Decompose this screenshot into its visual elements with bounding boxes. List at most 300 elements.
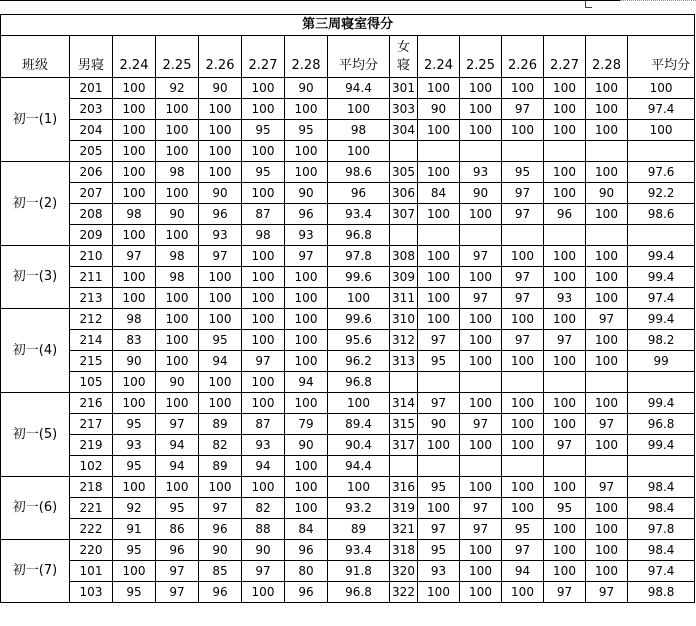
boy-score-cell: 100 — [156, 120, 199, 141]
boy-score-cell: 100 — [113, 162, 156, 183]
boy-score-cell: 89 — [199, 456, 242, 477]
boy-score-cell: 100 — [156, 351, 199, 372]
boy-score-cell: 94 — [199, 351, 242, 372]
class-name-cell: 初一(6) — [1, 477, 70, 540]
girl-score-cell: 100 — [418, 582, 460, 603]
girl-score-cell: 100 — [586, 435, 628, 456]
boy-score-cell: 96 — [199, 204, 242, 225]
boy-score-cell: 97 — [156, 414, 199, 435]
boy-dorm-cell: 210 — [70, 246, 113, 267]
girl-score-cell: 100 — [418, 204, 460, 225]
girl-score-cell: 95 — [544, 498, 586, 519]
boy-dorm-cell: 215 — [70, 351, 113, 372]
boy-avg-cell: 100 — [328, 477, 390, 498]
header-boy-dorm: 男寝 — [70, 36, 113, 78]
title-row — [1, 15, 695, 36]
girl-score-cell: 100 — [586, 120, 628, 141]
boy-score-cell: 91 — [113, 519, 156, 540]
table-row — [1, 498, 695, 519]
boy-score-cell: 79 — [285, 414, 328, 435]
boy-score-cell: 100 — [113, 288, 156, 309]
girl-score-cell — [544, 141, 586, 162]
boy-score-cell: 100 — [113, 78, 156, 99]
boy-score-cell: 96 — [285, 582, 328, 603]
boy-score-cell: 100 — [242, 309, 285, 330]
girl-score-cell: 100 — [418, 120, 460, 141]
girl-dorm-cell: 301 — [390, 78, 418, 99]
girl-avg-cell: 98.2 — [628, 330, 695, 351]
boy-score-cell: 100 — [242, 477, 285, 498]
girl-score-cell: 93 — [418, 561, 460, 582]
girl-score-cell: 96 — [544, 204, 586, 225]
boy-score-cell: 89 — [199, 414, 242, 435]
boy-avg-cell: 94.4 — [328, 456, 390, 477]
boy-score-cell: 100 — [113, 561, 156, 582]
girl-score-cell: 100 — [586, 246, 628, 267]
girl-dorm-cell: 320 — [390, 561, 418, 582]
girl-score-cell: 100 — [544, 99, 586, 120]
girl-avg-cell: 99.4 — [628, 246, 695, 267]
boy-score-cell: 100 — [242, 582, 285, 603]
boy-avg-cell: 96.2 — [328, 351, 390, 372]
girl-avg-cell: 97.4 — [628, 99, 695, 120]
boy-score-cell: 100 — [113, 120, 156, 141]
boy-score-cell: 96 — [199, 582, 242, 603]
girl-score-cell: 95 — [502, 162, 544, 183]
table-row — [1, 99, 695, 120]
girl-score-cell: 100 — [460, 78, 502, 99]
class-name-cell: 初一(3) — [1, 246, 70, 309]
girl-avg-cell: 98.6 — [628, 204, 695, 225]
boy-score-cell: 100 — [285, 330, 328, 351]
girl-dorm-cell — [390, 225, 418, 246]
girl-score-cell: 95 — [418, 540, 460, 561]
boy-score-cell: 98 — [113, 204, 156, 225]
boy-score-cell: 88 — [242, 519, 285, 540]
girl-score-cell: 100 — [544, 393, 586, 414]
girl-score-cell: 97 — [544, 330, 586, 351]
boy-dorm-cell: 211 — [70, 267, 113, 288]
header-date: 2.25 — [156, 36, 199, 78]
boy-score-cell: 93 — [199, 225, 242, 246]
girl-score-cell: 100 — [544, 519, 586, 540]
table-row — [1, 351, 695, 372]
boy-avg-cell: 100 — [328, 393, 390, 414]
table-row — [1, 246, 695, 267]
boy-avg-cell: 99.6 — [328, 309, 390, 330]
boy-score-cell: 90 — [199, 540, 242, 561]
girl-score-cell: 100 — [502, 309, 544, 330]
girl-score-cell: 97 — [460, 246, 502, 267]
boy-score-cell: 97 — [242, 561, 285, 582]
girl-avg-cell: 97.6 — [628, 162, 695, 183]
girl-score-cell: 100 — [586, 330, 628, 351]
girl-score-cell: 97 — [544, 582, 586, 603]
boy-dorm-cell: 214 — [70, 330, 113, 351]
girl-dorm-cell: 318 — [390, 540, 418, 561]
girl-score-cell: 100 — [586, 288, 628, 309]
boy-score-cell: 100 — [199, 162, 242, 183]
girl-score-cell — [586, 456, 628, 477]
table-row — [1, 540, 695, 561]
table-row — [1, 78, 695, 99]
girl-score-cell: 100 — [586, 99, 628, 120]
boy-score-cell: 100 — [285, 288, 328, 309]
boy-score-cell: 100 — [113, 267, 156, 288]
boy-score-cell: 100 — [199, 393, 242, 414]
boy-dorm-cell: 203 — [70, 99, 113, 120]
header-girl-dorm-1: 女 — [396, 39, 410, 55]
girl-dorm-cell: 322 — [390, 582, 418, 603]
girl-score-cell: 100 — [460, 561, 502, 582]
boy-score-cell: 90 — [242, 540, 285, 561]
girl-score-cell — [460, 456, 502, 477]
boy-avg-cell: 100 — [328, 288, 390, 309]
sheet-title: 第三周寝室得分 — [1, 15, 695, 36]
girl-avg-cell: 99.4 — [628, 309, 695, 330]
girl-avg-cell — [628, 141, 695, 162]
boy-dorm-cell: 201 — [70, 78, 113, 99]
girl-score-cell: 97 — [460, 288, 502, 309]
boy-score-cell: 100 — [242, 141, 285, 162]
class-name-cell: 初一(2) — [1, 162, 70, 246]
girl-score-cell: 97 — [418, 519, 460, 540]
girl-dorm-cell — [390, 141, 418, 162]
girl-avg-cell: 99.4 — [628, 267, 695, 288]
boy-score-cell: 95 — [156, 498, 199, 519]
boy-dorm-cell: 219 — [70, 435, 113, 456]
header-girl-dorm-2: 寝 — [396, 57, 410, 73]
girl-dorm-cell: 309 — [390, 267, 418, 288]
girl-avg-cell: 92.2 — [628, 183, 695, 204]
girl-score-cell: 97 — [586, 414, 628, 435]
girl-avg-cell: 97.8 — [628, 519, 695, 540]
boy-score-cell: 100 — [113, 225, 156, 246]
boy-avg-cell: 99.6 — [328, 267, 390, 288]
boy-score-cell: 80 — [285, 561, 328, 582]
boy-score-cell: 83 — [113, 330, 156, 351]
table-row — [1, 120, 695, 141]
girl-score-cell: 97 — [460, 519, 502, 540]
boy-score-cell: 95 — [113, 414, 156, 435]
girl-avg-cell: 100 — [628, 78, 695, 99]
boy-score-cell: 93 — [285, 225, 328, 246]
girl-dorm-cell: 314 — [390, 393, 418, 414]
table-row — [1, 225, 695, 246]
boy-dorm-cell: 221 — [70, 498, 113, 519]
girl-dorm-cell: 310 — [390, 309, 418, 330]
girl-score-cell: 90 — [460, 183, 502, 204]
girl-score-cell: 100 — [544, 561, 586, 582]
boy-dorm-cell: 222 — [70, 519, 113, 540]
girl-dorm-cell: 316 — [390, 477, 418, 498]
table-row — [1, 477, 695, 498]
boy-score-cell: 98 — [242, 225, 285, 246]
boy-score-cell: 97 — [199, 246, 242, 267]
boy-score-cell: 100 — [199, 309, 242, 330]
boy-score-cell: 100 — [242, 246, 285, 267]
girl-score-cell: 100 — [586, 540, 628, 561]
header-date: 2.28 — [586, 36, 628, 78]
girl-avg-cell: 97.4 — [628, 288, 695, 309]
girl-score-cell: 100 — [586, 393, 628, 414]
girl-avg-cell: 98.4 — [628, 498, 695, 519]
boy-avg-cell: 96 — [328, 183, 390, 204]
boy-score-cell: 100 — [113, 477, 156, 498]
boy-score-cell: 100 — [242, 78, 285, 99]
girl-avg-cell: 98.8 — [628, 582, 695, 603]
boy-score-cell: 100 — [285, 141, 328, 162]
boy-score-cell: 100 — [242, 183, 285, 204]
girl-score-cell: 97 — [502, 267, 544, 288]
boy-avg-cell: 94.4 — [328, 78, 390, 99]
girl-score-cell — [586, 141, 628, 162]
table-row — [1, 141, 695, 162]
boy-score-cell: 97 — [199, 498, 242, 519]
table-row — [1, 330, 695, 351]
boy-avg-cell: 97.8 — [328, 246, 390, 267]
header-avg: 平均分 — [328, 36, 390, 78]
boy-score-cell: 87 — [242, 204, 285, 225]
class-name-cell: 初一(4) — [1, 309, 70, 393]
boy-score-cell: 96 — [199, 519, 242, 540]
girl-dorm-cell: 304 — [390, 120, 418, 141]
girl-score-cell: 100 — [544, 540, 586, 561]
table-row — [1, 267, 695, 288]
girl-score-cell: 94 — [502, 561, 544, 582]
girl-avg-cell — [628, 372, 695, 393]
girl-score-cell: 100 — [460, 477, 502, 498]
table-row — [1, 372, 695, 393]
girl-score-cell: 97 — [460, 414, 502, 435]
page-top-border — [0, 0, 696, 14]
girl-dorm-cell: 311 — [390, 288, 418, 309]
girl-score-cell: 90 — [418, 99, 460, 120]
table-row — [1, 309, 695, 330]
boy-score-cell: 96 — [285, 540, 328, 561]
boy-dorm-cell: 208 — [70, 204, 113, 225]
boy-dorm-cell: 207 — [70, 183, 113, 204]
girl-score-cell: 100 — [418, 498, 460, 519]
girl-score-cell: 100 — [418, 78, 460, 99]
girl-score-cell: 100 — [544, 120, 586, 141]
boy-score-cell: 100 — [156, 288, 199, 309]
boy-score-cell: 97 — [113, 246, 156, 267]
girl-avg-cell — [628, 225, 695, 246]
girl-score-cell: 100 — [544, 477, 586, 498]
boy-score-cell: 90 — [285, 435, 328, 456]
boy-score-cell: 100 — [113, 372, 156, 393]
header-date: 2.26 — [199, 36, 242, 78]
girl-avg-cell — [628, 456, 695, 477]
boy-avg-cell: 89 — [328, 519, 390, 540]
girl-score-cell: 100 — [460, 99, 502, 120]
girl-score-cell: 100 — [586, 267, 628, 288]
girl-score-cell — [418, 225, 460, 246]
boy-avg-cell: 93.4 — [328, 204, 390, 225]
girl-avg-cell: 99 — [628, 351, 695, 372]
boy-score-cell: 100 — [156, 183, 199, 204]
girl-score-cell: 100 — [544, 183, 586, 204]
boy-avg-cell: 96.8 — [328, 225, 390, 246]
table-row — [1, 183, 695, 204]
boy-score-cell: 86 — [156, 519, 199, 540]
girl-avg-cell: 97.4 — [628, 561, 695, 582]
girl-score-cell: 100 — [502, 78, 544, 99]
boy-score-cell: 100 — [199, 141, 242, 162]
boy-score-cell: 100 — [242, 288, 285, 309]
girl-score-cell: 100 — [544, 309, 586, 330]
girl-score-cell — [502, 372, 544, 393]
girl-score-cell — [544, 225, 586, 246]
girl-dorm-cell: 321 — [390, 519, 418, 540]
girl-score-cell: 84 — [418, 183, 460, 204]
boy-score-cell: 94 — [156, 456, 199, 477]
girl-score-cell: 97 — [502, 540, 544, 561]
girl-score-cell: 100 — [586, 519, 628, 540]
girl-score-cell: 90 — [586, 183, 628, 204]
girl-dorm-cell: 305 — [390, 162, 418, 183]
girl-score-cell — [418, 141, 460, 162]
boy-score-cell: 92 — [113, 498, 156, 519]
girl-score-cell: 97 — [586, 582, 628, 603]
boy-dorm-cell: 220 — [70, 540, 113, 561]
boy-score-cell: 84 — [285, 519, 328, 540]
boy-score-cell: 93 — [242, 435, 285, 456]
girl-dorm-cell: 308 — [390, 246, 418, 267]
boy-avg-cell: 93.2 — [328, 498, 390, 519]
girl-score-cell: 97 — [502, 204, 544, 225]
boy-score-cell: 98 — [156, 162, 199, 183]
girl-score-cell: 95 — [418, 477, 460, 498]
boy-score-cell: 100 — [242, 393, 285, 414]
boy-score-cell: 100 — [285, 498, 328, 519]
boy-avg-cell: 95.6 — [328, 330, 390, 351]
boy-score-cell: 93 — [113, 435, 156, 456]
boy-score-cell: 97 — [156, 582, 199, 603]
table-row — [1, 561, 695, 582]
boy-score-cell: 100 — [156, 309, 199, 330]
boy-score-cell: 100 — [285, 477, 328, 498]
boy-score-cell: 98 — [113, 309, 156, 330]
boy-dorm-cell: 102 — [70, 456, 113, 477]
girl-score-cell: 97 — [502, 330, 544, 351]
boy-score-cell: 95 — [113, 582, 156, 603]
girl-score-cell: 100 — [502, 393, 544, 414]
header-date: 2.27 — [242, 36, 285, 78]
girl-score-cell — [544, 372, 586, 393]
boy-score-cell: 97 — [156, 561, 199, 582]
boy-score-cell: 100 — [199, 99, 242, 120]
girl-score-cell: 97 — [544, 435, 586, 456]
girl-score-cell — [544, 456, 586, 477]
boy-score-cell: 90 — [113, 351, 156, 372]
boy-score-cell: 90 — [156, 204, 199, 225]
boy-score-cell: 100 — [199, 477, 242, 498]
boy-score-cell: 100 — [199, 288, 242, 309]
girl-score-cell: 100 — [544, 267, 586, 288]
girl-dorm-cell: 317 — [390, 435, 418, 456]
boy-score-cell: 98 — [156, 246, 199, 267]
class-name-cell: 初一(7) — [1, 540, 70, 603]
girl-avg-cell: 99.4 — [628, 393, 695, 414]
girl-dorm-cell: 313 — [390, 351, 418, 372]
header-date: 2.27 — [544, 36, 586, 78]
table-row — [1, 204, 695, 225]
boy-score-cell: 100 — [285, 99, 328, 120]
boy-score-cell: 97 — [285, 246, 328, 267]
girl-score-cell: 100 — [544, 246, 586, 267]
boy-score-cell: 100 — [156, 141, 199, 162]
girl-score-cell — [460, 141, 502, 162]
score-table — [0, 14, 695, 603]
girl-score-cell: 100 — [502, 414, 544, 435]
boy-dorm-cell: 217 — [70, 414, 113, 435]
boy-score-cell: 92 — [156, 78, 199, 99]
girl-avg-cell: 96.8 — [628, 414, 695, 435]
boy-score-cell: 100 — [285, 393, 328, 414]
girl-score-cell: 97 — [460, 498, 502, 519]
header-date: 2.24 — [113, 36, 156, 78]
girl-avg-cell: 98.4 — [628, 477, 695, 498]
header-class: 班级 — [1, 36, 70, 78]
boy-score-cell: 96 — [156, 540, 199, 561]
girl-avg-cell: 99.4 — [628, 435, 695, 456]
boy-dorm-cell: 101 — [70, 561, 113, 582]
boy-score-cell: 100 — [199, 372, 242, 393]
girl-score-cell: 100 — [502, 351, 544, 372]
girl-score-cell: 95 — [418, 351, 460, 372]
girl-score-cell: 100 — [460, 267, 502, 288]
boy-score-cell: 90 — [285, 78, 328, 99]
girl-score-cell: 100 — [544, 351, 586, 372]
header-date: 2.26 — [502, 36, 544, 78]
boy-score-cell: 95 — [285, 120, 328, 141]
girl-dorm-cell: 307 — [390, 204, 418, 225]
boy-score-cell: 90 — [199, 183, 242, 204]
boy-avg-cell: 90.4 — [328, 435, 390, 456]
girl-dorm-cell: 315 — [390, 414, 418, 435]
girl-score-cell: 100 — [418, 288, 460, 309]
boy-score-cell: 100 — [242, 267, 285, 288]
girl-score-cell: 100 — [460, 309, 502, 330]
table-row — [1, 519, 695, 540]
header-date: 2.25 — [460, 36, 502, 78]
corner-mark-icon — [585, 1, 592, 8]
girl-score-cell: 100 — [418, 246, 460, 267]
girl-score-cell: 97 — [418, 330, 460, 351]
girl-score-cell: 100 — [544, 162, 586, 183]
girl-score-cell: 100 — [586, 162, 628, 183]
header-avg: 平均分 — [628, 36, 695, 78]
boy-score-cell: 82 — [199, 435, 242, 456]
girl-score-cell: 97 — [418, 393, 460, 414]
boy-score-cell: 100 — [242, 372, 285, 393]
boy-score-cell: 98 — [156, 267, 199, 288]
girl-dorm-cell: 319 — [390, 498, 418, 519]
boy-score-cell: 100 — [285, 351, 328, 372]
boy-score-cell: 94 — [242, 456, 285, 477]
boy-score-cell: 100 — [242, 99, 285, 120]
boy-score-cell: 95 — [199, 330, 242, 351]
boy-score-cell: 96 — [285, 204, 328, 225]
girl-score-cell — [418, 372, 460, 393]
girl-score-cell: 100 — [460, 120, 502, 141]
girl-score-cell — [502, 456, 544, 477]
girl-score-cell: 100 — [460, 393, 502, 414]
girl-score-cell: 93 — [544, 288, 586, 309]
class-name-cell: 初一(5) — [1, 393, 70, 477]
